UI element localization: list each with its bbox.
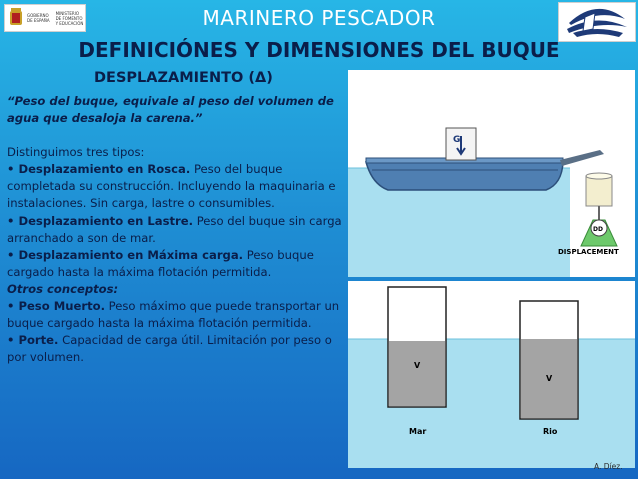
item-label: • Peso Muerto.: [7, 299, 105, 314]
beaker: [586, 176, 612, 206]
list-item: [7, 213, 342, 247]
sea-river-illustration: [348, 281, 635, 468]
item-text: Capacidad de carga útil. Limitación por peso o por volumen.: [7, 333, 332, 365]
other-concepts-heading: Otros conceptos:: [7, 281, 119, 296]
volume-label-sea: V: [414, 361, 421, 370]
item-text: Peso del buque completada su construcción. Incluyendo la maquinaria e instalaciones. Sin carga, lastre o consumibles.: [7, 162, 336, 211]
label-river: Rio: [543, 427, 558, 436]
item-label: • Desplazamiento en Lastre.: [7, 213, 194, 228]
page-title: MARINERO PESCADOR: [202, 6, 436, 30]
item-label: • Desplazamiento en Rosca.: [7, 162, 191, 177]
body-text: [7, 93, 342, 366]
item-text: Peso máximo que puede transportar un buque cargado hasta la máxima flotación permitida.: [7, 299, 340, 331]
logo-left-text-2: MINISTERIO DE FOMENTO Y EDUCACIÓN: [55, 10, 84, 26]
list-item: [7, 332, 342, 366]
list-item: [7, 161, 342, 212]
label-sea: Mar: [409, 427, 427, 436]
ship-hull: [366, 162, 563, 190]
item-label: • Porte.: [7, 333, 59, 348]
intro-text: Distinguimos tres tipos:: [7, 145, 145, 160]
submerged-volume-sea: [389, 341, 445, 406]
list-item: [7, 247, 342, 281]
weight-label: G: [453, 135, 461, 145]
displacement-illustration: [348, 70, 635, 277]
scale-label: DD: [593, 226, 603, 233]
spacer: [7, 127, 342, 144]
section-heading: DESPLAZAMIENTO (Δ): [94, 70, 273, 86]
logo-left-text: GOBIERNO DE ESPAÑA: [27, 13, 50, 23]
item-text: Peso buque cargado hasta la máxima flotación permitida.: [7, 247, 314, 279]
displacement-diagram: [348, 70, 635, 277]
overflow-spout: [560, 150, 604, 166]
displacement-caption: DISPLACEMENT: [558, 248, 619, 256]
list-item: [7, 298, 342, 332]
sea-river-diagram: [348, 281, 635, 468]
page-subtitle: DEFINICIÓNES Y DIMENSIONES DEL BUQUE: [78, 38, 560, 62]
definition-quote: “Peso del buque, equivale al peso del volumen de agua que desaloja la carena.”: [7, 94, 334, 126]
item-text: Peso del buque sin carga arranchado a son de mar.: [7, 213, 342, 245]
author-credit: A. Díez.: [594, 462, 623, 471]
beaker-rim: [586, 173, 612, 179]
item-label: • Desplazamiento en Máxima carga.: [7, 247, 244, 262]
volume-label-river: V: [546, 374, 553, 383]
